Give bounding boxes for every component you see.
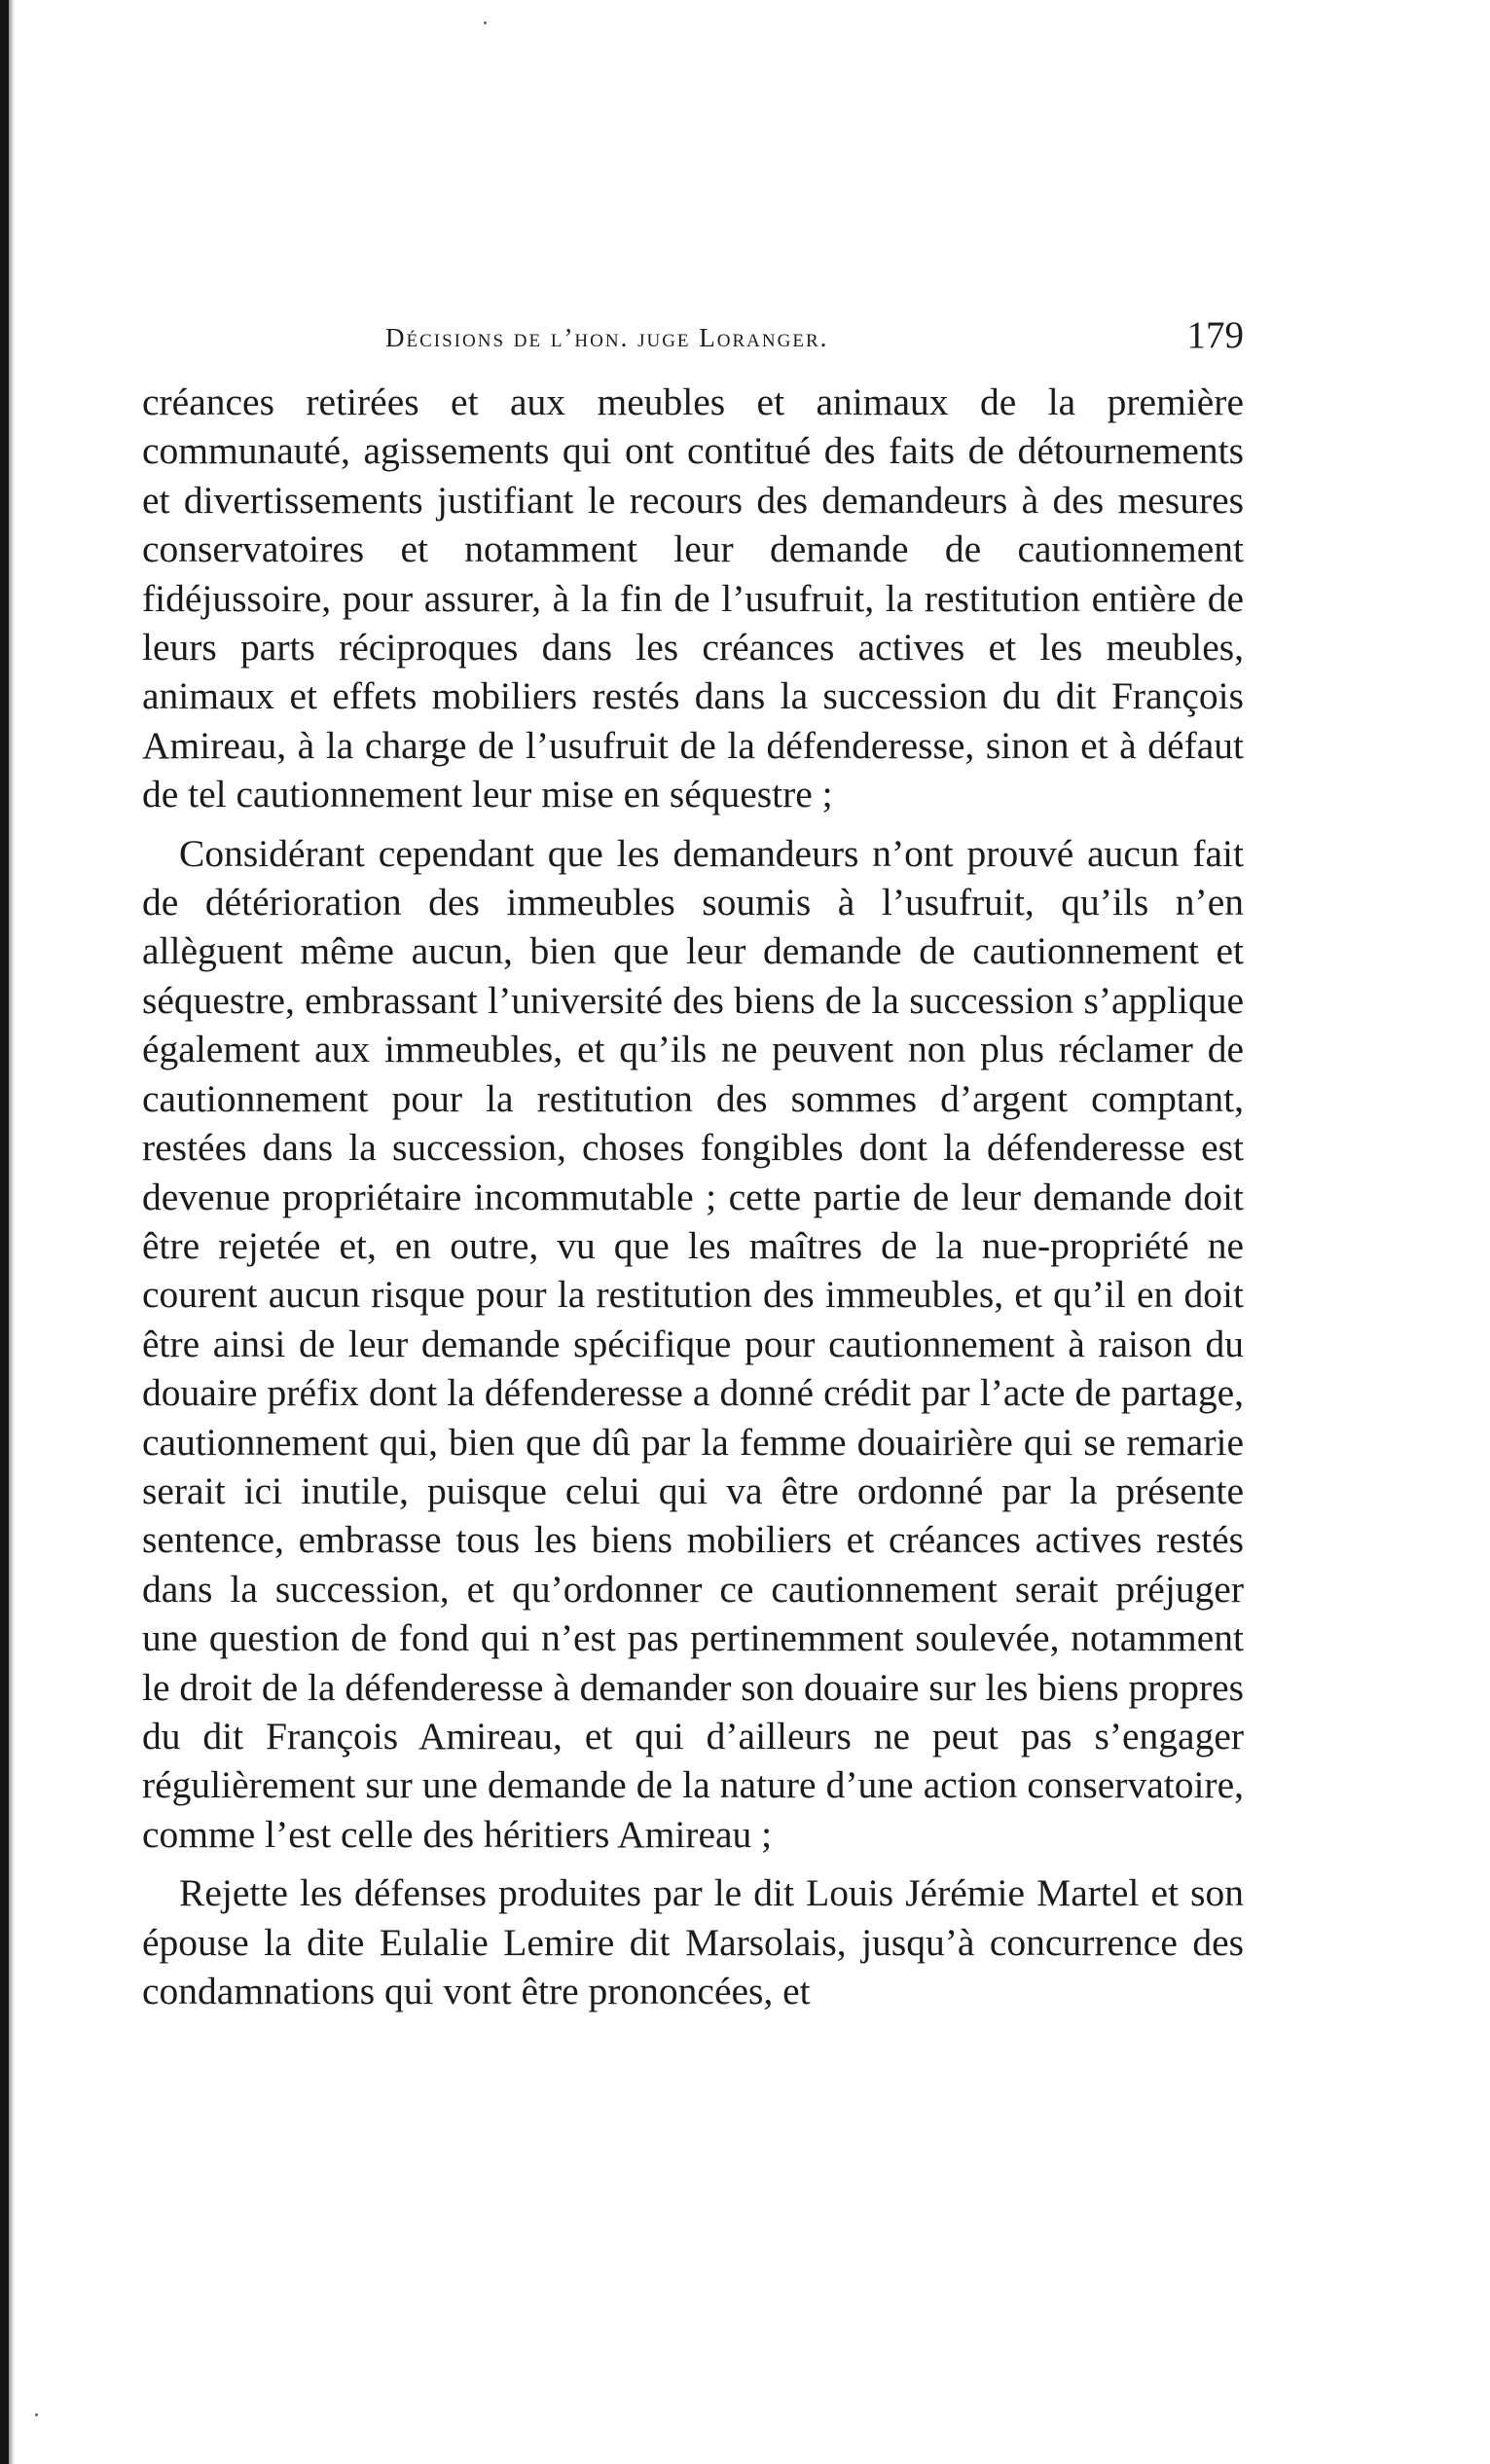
scan-speck	[484, 21, 487, 24]
page-header	[142, 309, 1244, 360]
running-head: Décisions de l’hon. juge Loranger.	[385, 323, 829, 352]
paragraph-continuation: créances retirées et aux meubles et animaux de la première communauté, agissements qui ont contitué des faits de détournements et divertissements justifiant le recours des demandeurs à des mesures conservatoires et notamment leur demande de cautionnement fidéjussoire, pour assurer, à la fin de l’usufruit, la restitution entière de leurs parts réciproques dans les créances actives et les meubles, animaux et effets mobiliers restés dans la succession du dit François Amireau, à la charge de l’usufruit de la défenderesse, sinon et à défaut de tel cautionnement leur mise en séquestre ;	[142, 380, 1244, 816]
paragraph-considerant: Considérant cependant que les demandeurs n’ont prouvé aucun fait de détérioration des immeubles soumis à l’usufruit, qu’ils n’en allèguent même aucun, bien que leur demande de cautionnement et séquestre, embrassant l’université des biens de la succession s’applique également aux immeubles, et qu’ils ne peuvent non plus réclamer de cautionnement pour la restitution des sommes d’argent comptant, restées dans la succession, choses fongibles dont la défenderesse est devenue propriétaire incommutable ; cette partie de leur demande doit être rejetée et, en outre, vu que les maîtres de la nue-propriété ne courent aucun risque pour la restitution des immeubles, et qu’il en doit être ainsi de leur demande spécifique pour cautionnement à raison du douaire préfix dont la défenderesse a donné crédit par l’acte de partage, cautionnement qui, bien que dû par la femme douairière qui se remarie serait ici inutile, puisque celui qui va être ordonné par la présente sentence, embrasse tous les biens mobiliers et créances actives restés dans la succession, et qu’ordonner ce cautionnement serait préjuger une question de fond qui n’est pas pertinemment soulevée, notamment le droit de la défenderesse à demander son douaire sur les biens propres du dit François Amireau, et qui d’ailleurs ne peut pas s’engager régulièrement sur une demande de la nature d’une action conservatoire, comme l’est celle des héritiers Amireau ;	[142, 831, 1244, 1856]
page-number: 179	[1186, 314, 1244, 356]
body-text	[142, 378, 1244, 2025]
scanned-page-edge	[0, 0, 9, 2464]
page-edge-shadow	[9, 0, 15, 2464]
paragraph-rejette: Rejette les défenses produites par le dit Louis Jérémie Martel et son épouse la dite Eulalie Lemire dit Marsolais, jusqu’à concurrence des condamnations qui vont être prononcées, et	[142, 1871, 1244, 2012]
scan-speck	[35, 2413, 38, 2416]
